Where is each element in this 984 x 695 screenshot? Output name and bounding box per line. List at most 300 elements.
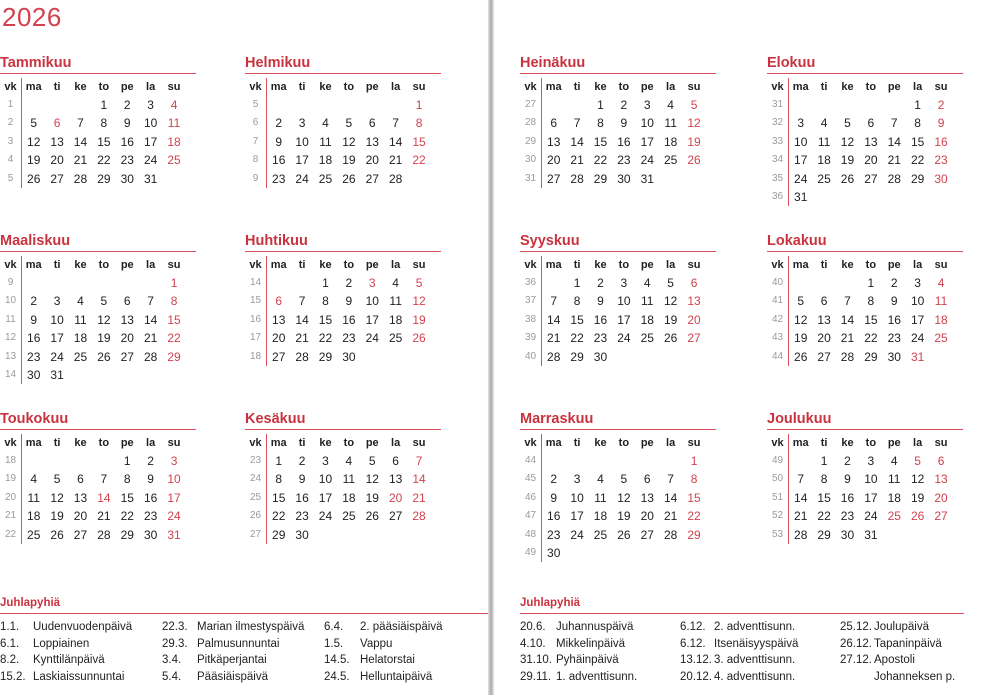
day: 3 (53, 294, 61, 309)
day: 2 (620, 98, 628, 112)
day: 8 (597, 116, 604, 131)
day (906, 188, 929, 206)
day (859, 96, 882, 114)
day: 13 (120, 312, 134, 327)
week-number: 3 (0, 133, 22, 151)
day: 16 (342, 312, 356, 327)
holiday-name: Tapaninpäivä (874, 637, 942, 650)
weekday-header: ma (270, 81, 287, 93)
day: 21 (97, 509, 111, 524)
day: 23 (547, 527, 561, 542)
day (92, 366, 115, 384)
day: 20 (817, 331, 831, 346)
day: 7 (550, 294, 558, 309)
holiday-row (162, 652, 324, 669)
day: 29 (120, 527, 134, 542)
holiday-name: 2. pääsiäispäivä (360, 621, 443, 633)
week-column-header: vk (520, 78, 542, 96)
weekday-header: ke (594, 259, 607, 271)
day: 22 (570, 331, 584, 346)
day: 28 (887, 171, 901, 186)
day: 15 (593, 134, 608, 149)
weekday-header: su (412, 437, 426, 449)
day (612, 544, 635, 562)
weekday-header: la (146, 259, 156, 271)
week-number: 33 (767, 133, 789, 151)
month-huhtikuu (245, 232, 441, 366)
day: 29 (910, 171, 925, 186)
weekday-header: ke (841, 81, 854, 93)
weekday-header: pe (365, 81, 379, 93)
holidays-column (840, 619, 964, 685)
day: 25 (817, 171, 831, 186)
month-lokakuu (767, 232, 963, 366)
day: 13 (272, 312, 286, 327)
day (682, 348, 705, 366)
day: 4 (667, 98, 674, 112)
day: 8 (867, 294, 875, 309)
day: 28 (388, 171, 403, 186)
day: 21 (840, 331, 855, 346)
weekday-header: ma (25, 437, 42, 449)
day (682, 170, 705, 188)
weekday-header: to (618, 437, 630, 449)
holiday-name: Pyhäinpäivä (556, 654, 619, 666)
weekday-header: ti (573, 437, 581, 449)
day (116, 366, 139, 384)
day: 26 (365, 509, 379, 524)
holiday-day: 3 (170, 454, 178, 468)
day: 2 (30, 294, 38, 309)
month-grid (245, 78, 441, 188)
day: 24 (365, 331, 379, 346)
month-name: Marraskuu (520, 411, 594, 427)
weekday-header: su (934, 437, 948, 449)
day: 16 (547, 509, 561, 524)
holiday-name: Marian ilmestyspäivä (197, 621, 305, 633)
day: 6 (867, 116, 875, 131)
day: 21 (73, 153, 88, 168)
weekday-header: ma (792, 437, 809, 449)
day: 8 (322, 294, 329, 309)
weekday-header: ke (594, 437, 607, 449)
day: 11 (641, 294, 654, 309)
day: 19 (50, 509, 64, 524)
day: 7 (298, 294, 306, 309)
day: 3 (620, 276, 628, 290)
holidays-columns (0, 619, 488, 685)
day: 12 (342, 134, 356, 149)
day: 23 (272, 171, 286, 186)
holiday-name: 3. adventtisunn. (714, 654, 796, 666)
day: 14 (840, 312, 855, 327)
holiday-day: 31 (910, 349, 925, 364)
day: 31 (640, 171, 654, 186)
holiday-row (0, 619, 162, 636)
day: 10 (318, 472, 333, 487)
day (565, 544, 588, 562)
day: 17 (295, 153, 309, 168)
holiday-name: Apostoli (874, 654, 915, 666)
day: 7 (77, 116, 84, 131)
month-syyskuu (520, 232, 716, 366)
week-number: 40 (520, 348, 542, 366)
holiday-row (162, 619, 324, 636)
holiday-date: 27.12. (840, 654, 872, 666)
day: 11 (664, 116, 677, 131)
holiday-row (162, 669, 324, 686)
month-grid (520, 434, 716, 562)
day: 27 (640, 527, 654, 542)
day: 6 (643, 472, 651, 487)
day: 28 (663, 527, 678, 542)
week-number: 30 (520, 151, 542, 169)
weekday-header: su (167, 437, 181, 449)
week-column-header: vk (767, 78, 789, 96)
holiday-day: 26 (687, 153, 701, 168)
week-number: 44 (520, 452, 542, 470)
holidays-columns (520, 619, 964, 685)
week-number: 27 (245, 526, 267, 544)
day: 23 (27, 349, 41, 364)
holiday-day: 6 (937, 454, 945, 468)
day: 21 (547, 331, 561, 346)
weekday-header: to (865, 81, 877, 93)
month-kesäkuu (245, 410, 441, 544)
weekday-header: la (391, 437, 401, 449)
week-number: 36 (767, 188, 789, 206)
day: 6 (123, 294, 131, 309)
day: 26 (840, 171, 855, 186)
holidays-title: Juhlapyhiä (0, 597, 61, 609)
holiday-row (520, 619, 680, 636)
day: 18 (640, 312, 654, 327)
day: 9 (550, 490, 558, 505)
day (589, 544, 612, 562)
weekday-header: ke (841, 259, 854, 271)
day: 4 (890, 454, 898, 468)
holiday-day: 15 (412, 134, 426, 149)
week-number: 32 (767, 114, 789, 132)
day: 11 (74, 312, 87, 327)
day: 27 (272, 349, 286, 364)
day: 6 (392, 454, 399, 468)
weekday-header: to (343, 259, 355, 271)
holiday-date: 22.3. (162, 621, 188, 633)
week-number: 51 (767, 489, 789, 507)
month-name-rule (767, 251, 963, 252)
month-grid (767, 434, 963, 544)
day: 16 (617, 134, 631, 149)
day: 5 (844, 116, 851, 131)
holiday-date: 1.5. (324, 637, 344, 650)
day: 12 (840, 134, 855, 149)
holiday-date: 14.5. (324, 654, 350, 666)
day: 2 (890, 276, 898, 290)
week-number: 41 (767, 292, 789, 310)
week-number: 36 (520, 274, 542, 292)
weekday-header: ti (298, 81, 306, 93)
day: 15 (570, 312, 584, 327)
holiday-day: 11 (167, 116, 181, 131)
weekday-header: su (687, 259, 701, 271)
left-page (0, 0, 488, 695)
day: 7 (100, 472, 108, 487)
day: 28 (73, 171, 88, 186)
week-number: 18 (245, 348, 267, 366)
day: 11 (888, 472, 901, 487)
holiday-day: 18 (167, 134, 181, 149)
weekday-header: la (146, 81, 156, 93)
day (929, 526, 952, 544)
day: 30 (342, 349, 356, 364)
month-name: Huhtikuu (245, 233, 308, 249)
day: 25 (73, 349, 88, 364)
day: 9 (298, 472, 306, 487)
day: 24 (794, 171, 808, 186)
day: 12 (910, 472, 925, 487)
day (659, 544, 682, 562)
holiday-day: 5 (415, 276, 423, 290)
day: 28 (143, 349, 158, 364)
day: 24 (295, 171, 309, 186)
holiday-date: 6.12. (680, 637, 706, 650)
holiday-day: 15 (167, 312, 181, 327)
day: 2 (275, 116, 283, 131)
weekday-header: ti (573, 259, 581, 271)
holiday-name: Itsenäisyyspäivä (714, 637, 799, 650)
day: 28 (295, 349, 309, 364)
week-number: 15 (245, 292, 267, 310)
day: 28 (794, 527, 808, 542)
week-number: 14 (245, 274, 267, 292)
weekday-header: la (391, 259, 401, 271)
week-number: 44 (767, 348, 789, 366)
weekday-header: su (167, 259, 181, 271)
week-number: 49 (520, 544, 542, 562)
holiday-row (324, 636, 484, 653)
day: 1 (867, 276, 875, 290)
week-number: 28 (520, 114, 542, 132)
day (682, 544, 705, 562)
day: 25 (318, 171, 333, 186)
day (789, 96, 812, 114)
day: 14 (794, 490, 808, 505)
day: 11 (27, 490, 40, 505)
day: 12 (794, 312, 808, 327)
day: 8 (914, 116, 921, 131)
month-grid (245, 434, 441, 544)
day (92, 274, 115, 292)
weekday-header: ti (820, 81, 828, 93)
day (22, 274, 45, 292)
month-name-rule (0, 73, 196, 74)
month-name: Syyskuu (520, 233, 580, 249)
week-number: 42 (767, 311, 789, 329)
day: 6 (550, 116, 558, 131)
day: 24 (910, 331, 925, 346)
day: 14 (663, 490, 678, 505)
month-name-rule (0, 429, 196, 430)
week-number: 19 (0, 470, 22, 488)
day: 17 (318, 490, 333, 505)
month-maaliskuu (0, 232, 196, 384)
holiday-day: 25 (887, 509, 901, 524)
day: 24 (143, 153, 158, 168)
holidays-rule (520, 613, 964, 614)
day: 15 (910, 134, 925, 149)
weekday-header: to (98, 259, 110, 271)
holiday-name: Vappu (360, 637, 393, 650)
holiday-date: 1.1. (0, 621, 20, 633)
day: 4 (322, 116, 329, 131)
day: 10 (143, 116, 158, 131)
week-number: 25 (245, 489, 267, 507)
day: 4 (345, 454, 353, 468)
month-name-rule (520, 429, 716, 430)
month-name-rule (520, 73, 716, 74)
holiday-day: 5 (914, 454, 921, 468)
day: 20 (272, 331, 286, 346)
month-name: Toukokuu (0, 411, 69, 427)
day (906, 526, 929, 544)
day: 1 (100, 98, 108, 112)
day (883, 96, 906, 114)
day (407, 170, 430, 188)
weekday-header: pe (640, 81, 654, 93)
day: 10 (864, 472, 878, 487)
day (69, 452, 92, 470)
day (789, 452, 812, 470)
weekday-header: ke (319, 81, 332, 93)
holiday-day: 14 (412, 472, 426, 487)
weekday-header: ke (594, 81, 607, 93)
day: 8 (820, 472, 828, 487)
holiday-name: Pääsiäispäivä (197, 670, 268, 683)
day: 6 (820, 294, 828, 309)
holiday-day: 13 (934, 472, 948, 487)
day (267, 274, 290, 292)
week-column-header: vk (767, 434, 789, 452)
day: 30 (593, 349, 608, 364)
month-name: Joulukuu (767, 411, 832, 427)
month-name-rule (767, 429, 963, 430)
day: 9 (597, 294, 604, 309)
holiday-day: 8 (415, 116, 423, 131)
day: 24 (50, 349, 64, 364)
day: 4 (820, 116, 828, 131)
holiday-row (324, 652, 484, 669)
day: 3 (573, 472, 581, 487)
day: 22 (318, 331, 333, 346)
holiday-row (680, 619, 840, 636)
weekday-header: pe (640, 437, 654, 449)
day: 25 (663, 153, 678, 168)
day: 2 (550, 472, 558, 487)
week-number: 14 (0, 366, 22, 384)
day: 18 (27, 509, 41, 524)
day (45, 274, 68, 292)
day: 21 (295, 331, 309, 346)
month-name: Lokakuu (767, 233, 827, 249)
weekday-header: ke (74, 437, 87, 449)
weekday-header: pe (640, 259, 654, 271)
day: 5 (100, 294, 108, 309)
weekday-header: ma (25, 259, 42, 271)
day: 18 (593, 509, 608, 524)
day (883, 188, 906, 206)
day: 20 (640, 509, 654, 524)
week-column-header: vk (0, 434, 22, 452)
day: 22 (864, 331, 878, 346)
day (162, 170, 185, 188)
day: 28 (570, 171, 584, 186)
weekday-header: ke (841, 437, 854, 449)
day: 18 (342, 490, 356, 505)
week-number: 11 (0, 311, 22, 329)
day (361, 96, 384, 114)
day: 17 (640, 134, 654, 149)
week-number: 26 (245, 507, 267, 525)
day: 25 (640, 331, 654, 346)
holiday-row (680, 652, 840, 669)
day: 3 (147, 98, 154, 112)
day: 5 (30, 116, 38, 131)
month-name: Heinäkuu (520, 55, 586, 71)
day: 12 (365, 472, 379, 487)
holiday-day: 20 (934, 490, 948, 505)
month-toukokuu (0, 410, 196, 544)
day: 9 (890, 294, 898, 309)
day: 13 (864, 134, 878, 149)
day: 27 (365, 171, 379, 186)
holidays-column (0, 619, 162, 685)
day: 7 (147, 294, 154, 309)
day: 21 (794, 509, 808, 524)
day (565, 96, 588, 114)
day: 14 (570, 134, 584, 149)
day: 16 (295, 490, 309, 505)
week-number: 4 (0, 151, 22, 169)
holiday-date: 29.3. (162, 637, 188, 650)
holiday-day: 26 (910, 509, 925, 524)
holidays-column (520, 619, 680, 685)
holiday-day: 26 (412, 331, 426, 346)
day: 17 (50, 331, 64, 346)
weekday-header: la (913, 259, 923, 271)
day: 3 (298, 116, 306, 131)
day: 7 (890, 116, 898, 131)
day: 26 (342, 171, 356, 186)
holidays-column (680, 619, 840, 685)
day (836, 188, 859, 206)
day: 20 (50, 153, 64, 168)
month-name-rule (245, 251, 441, 252)
day: 28 (547, 349, 561, 364)
weekday-header: ma (792, 259, 809, 271)
day: 18 (887, 490, 901, 505)
month-name-rule (0, 251, 196, 252)
day (859, 188, 882, 206)
weekday-header: ti (820, 437, 828, 449)
day (789, 274, 812, 292)
day: 31 (864, 527, 878, 542)
month-tammikuu (0, 54, 196, 188)
day: 9 (844, 472, 851, 487)
day: 26 (663, 331, 678, 346)
month-helmikuu (245, 54, 441, 188)
day: 30 (617, 171, 631, 186)
